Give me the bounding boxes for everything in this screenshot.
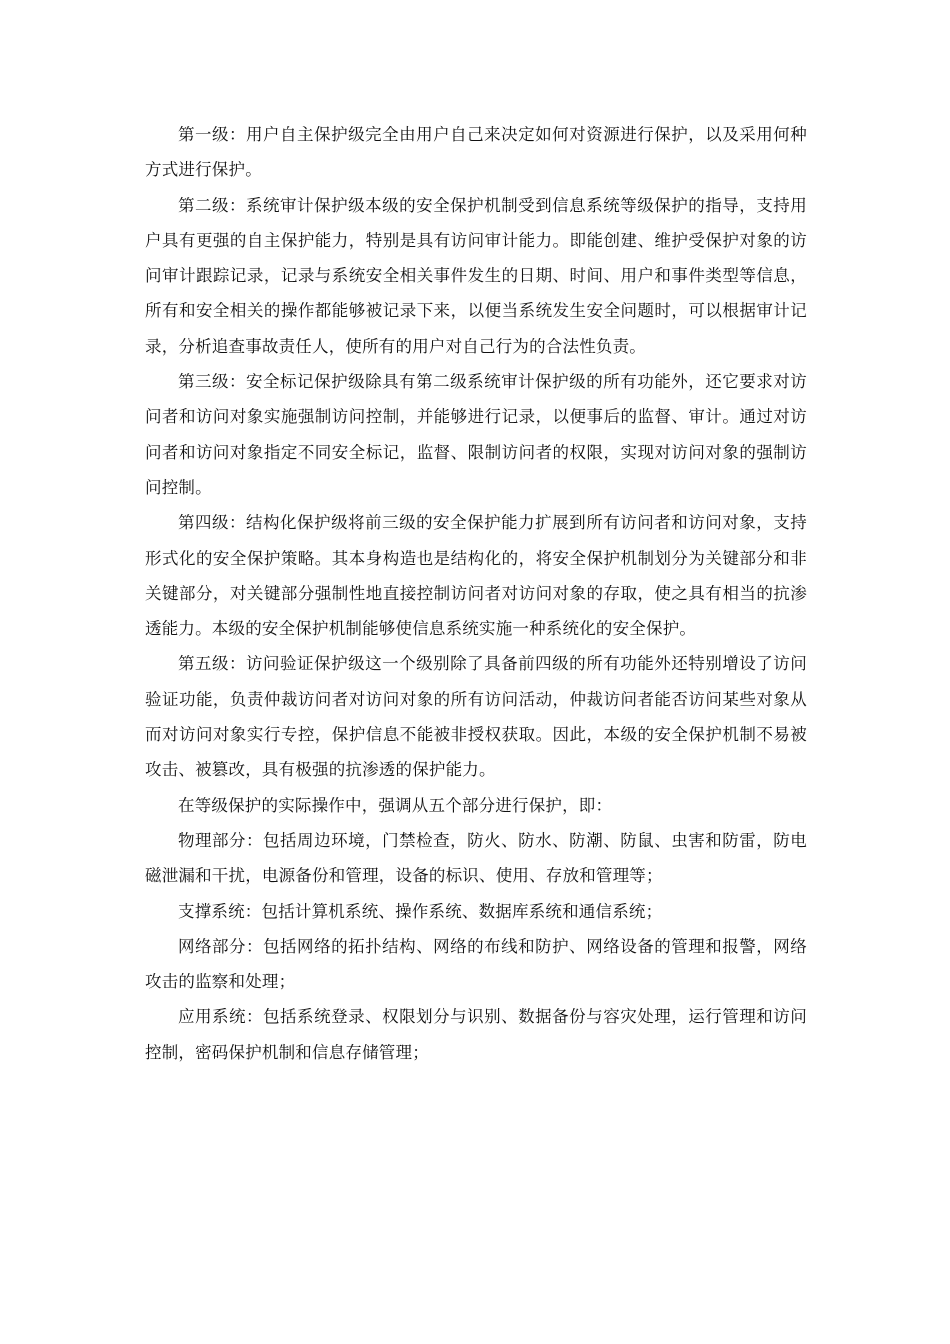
paragraph-physical: 物理部分：包括周边环境，门禁检查，防火、防水、防潮、防鼠、虫害和防雷，防电磁泄漏和干扰，电源备份和管理，设备的标识、使用、存放和管理等； (145, 830, 807, 886)
paragraph-network: 网络部分：包括网络的拓扑结构、网络的布线和防护、网络设备的管理和报警，网络攻击的监察和处理； (145, 936, 807, 992)
paragraph-level-1: 第一级：用户自主保护级完全由用户自己来决定如何对资源进行保护，以及采用何种方式进行保护。 (145, 125, 807, 180)
paragraph-level-4: 第四级：结构化保护级将前三级的安全保护能力扩展到所有访问者和访问对象，支持形式化的安全保护策略。其本身构造也是结构化的，将安全保护机制划分为关键部分和非关键部分，对关键部分强制性地直接控制访问者对访问对象的存取，使之具有相当的抗渗透能力。本级的安全保护机制能够使信息系统实施一种系统化的安全保护。 (145, 513, 807, 639)
paragraph-practice-intro: 在等级保护的实际操作中，强调从五个部分进行保护，即： (178, 795, 613, 815)
paragraph-support-system: 支撑系统：包括计算机系统、操作系统、数据库系统和通信系统； (178, 901, 663, 921)
paragraph-level-3: 第三级：安全标记保护级除具有第二级系统审计保护级的所有功能外，还它要求对访问者和访问对象实施强制访问控制，并能够进行记录，以便事后的监督、审计。通过对访问者和访问对象指定不同安全标记，监督、限制访问者的权限，实现对访问对象的强制访问控制。 (145, 372, 807, 497)
document-body (145, 117, 807, 1070)
paragraph-application: 应用系统：包括系统登录、权限划分与识别、数据备份与容灾处理，运行管理和访问控制，密码保护机制和信息存储管理； (145, 1007, 807, 1062)
paragraph-level-5: 第五级：访问验证保护级这一个级别除了具备前四级的所有功能外还特别增设了访问验证功能，负责仲裁访问者对访问对象的所有访问活动，仲裁访问者能否访问某些对象从而对访问对象实行专控，保护信息不能被非授权获取。因此，本级的安全保护机制不易被攻击、被篡改，具有极强的抗渗透的保护能力。 (145, 654, 807, 780)
paragraph-level-2: 第二级：系统审计保护级本级的安全保护机制受到信息系统等级保护的指导，支持用户具有更强的自主保护能力，特别是具有访问审计能力。即能创建、维护受保护对象的访问审计跟踪记录，记录与系统安全相关事件发生的日期、时间、用户和事件类型等信息，所有和安全相关的操作都能够被记录下来，以便当系统发生安全问题时，可以根据审计记录，分析追查事故责任人，使所有的用户对自己行为的合法性负责。 (145, 195, 807, 356)
